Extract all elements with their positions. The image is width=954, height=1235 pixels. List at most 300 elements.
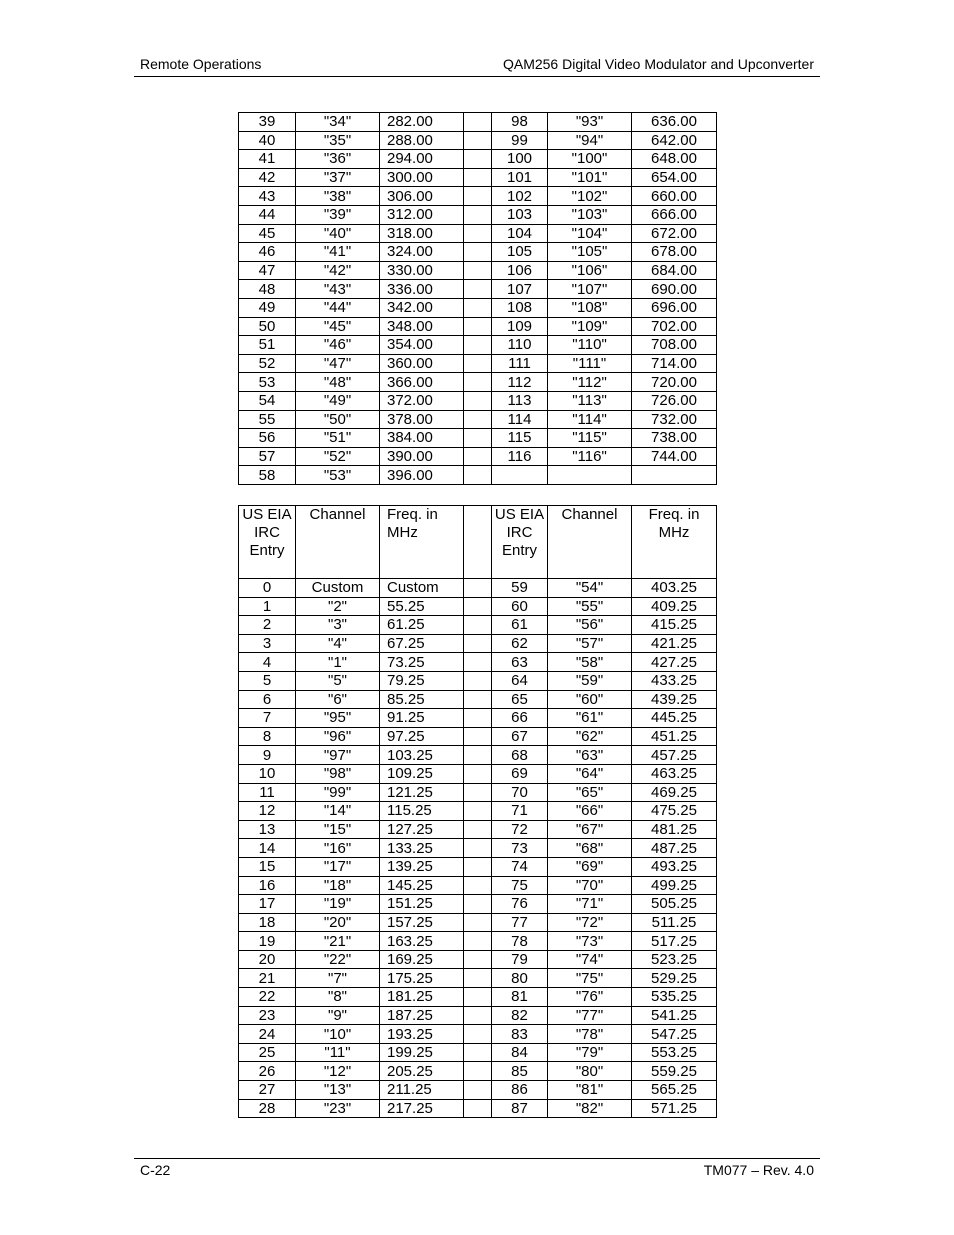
spacer-cell bbox=[464, 298, 492, 317]
spacer-cell bbox=[464, 168, 492, 187]
freq-cell: 205.25 bbox=[380, 1062, 464, 1081]
freq-cell: 312.00 bbox=[380, 205, 464, 224]
freq-cell: 666.00 bbox=[632, 205, 717, 224]
spacer-cell bbox=[464, 653, 492, 672]
freq-cell: 145.25 bbox=[380, 876, 464, 895]
entry-cell: 109 bbox=[492, 317, 548, 336]
entry-cell: 55 bbox=[239, 410, 296, 429]
channel-cell bbox=[548, 466, 632, 485]
channel-cell: "58" bbox=[548, 653, 632, 672]
table-row bbox=[239, 354, 717, 373]
channel-cell: "44" bbox=[296, 298, 380, 317]
freq-cell: 505.25 bbox=[632, 895, 717, 914]
freq-cell: 463.25 bbox=[632, 764, 717, 783]
spacer-cell bbox=[464, 616, 492, 635]
freq-cell: 342.00 bbox=[380, 298, 464, 317]
freq-cell: 288.00 bbox=[380, 131, 464, 150]
entry-cell: 62 bbox=[492, 634, 548, 653]
channel-cell: "4" bbox=[296, 634, 380, 653]
freq-cell: 217.25 bbox=[380, 1099, 464, 1118]
table-row bbox=[239, 317, 717, 336]
spacer-cell bbox=[464, 466, 492, 485]
entry-cell: 17 bbox=[239, 895, 296, 914]
entry-cell: 60 bbox=[492, 597, 548, 616]
entry-cell: 67 bbox=[492, 727, 548, 746]
table-row bbox=[239, 690, 717, 709]
entry-cell: 18 bbox=[239, 913, 296, 932]
freq-cell: 306.00 bbox=[380, 187, 464, 206]
channel-cell: "16" bbox=[296, 839, 380, 858]
channel-cell: "42" bbox=[296, 261, 380, 280]
channel-cell: "61" bbox=[548, 709, 632, 728]
freq-cell: 121.25 bbox=[380, 783, 464, 802]
table-row bbox=[239, 113, 717, 132]
freq-cell: 199.25 bbox=[380, 1043, 464, 1062]
footer-document-revision: TM077 – Rev. 4.0 bbox=[703, 1162, 814, 1178]
channel-cell: "107" bbox=[548, 280, 632, 299]
freq-cell: 366.00 bbox=[380, 373, 464, 392]
entry-cell: 27 bbox=[239, 1081, 296, 1100]
table-row bbox=[239, 616, 717, 635]
freq-cell: 457.25 bbox=[632, 746, 717, 765]
table-row bbox=[239, 597, 717, 616]
entry-cell: 81 bbox=[492, 988, 548, 1007]
channel-cell: "110" bbox=[548, 336, 632, 355]
entry-cell: 26 bbox=[239, 1062, 296, 1081]
channel-cell: "99" bbox=[296, 783, 380, 802]
channel-cell: Custom bbox=[296, 579, 380, 598]
footer-page-number: C-22 bbox=[140, 1162, 171, 1178]
entry-cell: 110 bbox=[492, 336, 548, 355]
freq-cell: 648.00 bbox=[632, 150, 717, 169]
freq-cell: 324.00 bbox=[380, 243, 464, 262]
table-row bbox=[239, 876, 717, 895]
table-row bbox=[239, 839, 717, 858]
channel-cell: "78" bbox=[548, 1025, 632, 1044]
entry-cell: 69 bbox=[492, 764, 548, 783]
channel-cell: "96" bbox=[296, 727, 380, 746]
entry-cell: 114 bbox=[492, 410, 548, 429]
channel-cell: "66" bbox=[548, 802, 632, 821]
table-row bbox=[239, 280, 717, 299]
channel-cell: "43" bbox=[296, 280, 380, 299]
channel-cell: "48" bbox=[296, 373, 380, 392]
spacer-cell bbox=[464, 727, 492, 746]
channel-cell: "50" bbox=[296, 410, 380, 429]
channel-cell: "98" bbox=[296, 764, 380, 783]
header-entry-left: US EIA IRC Entry bbox=[239, 506, 296, 579]
entry-cell: 65 bbox=[492, 690, 548, 709]
channel-cell: "6" bbox=[296, 690, 380, 709]
channel-cell: "51" bbox=[296, 429, 380, 448]
channel-cell: "82" bbox=[548, 1099, 632, 1118]
freq-cell: 193.25 bbox=[380, 1025, 464, 1044]
spacer-cell bbox=[464, 969, 492, 988]
channel-cell: "64" bbox=[548, 764, 632, 783]
entry-cell: 24 bbox=[239, 1025, 296, 1044]
channel-cell: "20" bbox=[296, 913, 380, 932]
entry-cell: 53 bbox=[239, 373, 296, 392]
entry-cell: 111 bbox=[492, 354, 548, 373]
entry-cell: 82 bbox=[492, 1006, 548, 1025]
freq-cell: 139.25 bbox=[380, 857, 464, 876]
channel-table-continued bbox=[238, 112, 717, 485]
entry-cell: 79 bbox=[492, 950, 548, 969]
channel-cell: "97" bbox=[296, 746, 380, 765]
freq-cell: 354.00 bbox=[380, 336, 464, 355]
channel-cell: "37" bbox=[296, 168, 380, 187]
freq-cell: 427.25 bbox=[632, 653, 717, 672]
entry-cell: 74 bbox=[492, 857, 548, 876]
freq-cell: 181.25 bbox=[380, 988, 464, 1007]
channel-cell: "13" bbox=[296, 1081, 380, 1100]
freq-cell: 547.25 bbox=[632, 1025, 717, 1044]
channel-cell: "75" bbox=[548, 969, 632, 988]
table-row bbox=[239, 466, 717, 485]
table-row bbox=[239, 764, 717, 783]
channel-cell: "108" bbox=[548, 298, 632, 317]
channel-cell: "113" bbox=[548, 391, 632, 410]
channel-cell: "80" bbox=[548, 1062, 632, 1081]
freq-cell: 163.25 bbox=[380, 932, 464, 951]
channel-cell: "115" bbox=[548, 429, 632, 448]
freq-cell: 469.25 bbox=[632, 783, 717, 802]
channel-cell: "40" bbox=[296, 224, 380, 243]
entry-cell: 15 bbox=[239, 857, 296, 876]
freq-cell: 714.00 bbox=[632, 354, 717, 373]
entry-cell: 59 bbox=[492, 579, 548, 598]
channel-cell: "55" bbox=[548, 597, 632, 616]
spacer-cell bbox=[464, 336, 492, 355]
spacer-cell bbox=[464, 447, 492, 466]
entry-cell: 84 bbox=[492, 1043, 548, 1062]
freq-cell: 744.00 bbox=[632, 447, 717, 466]
channel-cell: "23" bbox=[296, 1099, 380, 1118]
entry-cell: 1 bbox=[239, 597, 296, 616]
channel-cell: "46" bbox=[296, 336, 380, 355]
entry-cell: 102 bbox=[492, 187, 548, 206]
channel-cell: "69" bbox=[548, 857, 632, 876]
channel-cell: "17" bbox=[296, 857, 380, 876]
channel-cell: "18" bbox=[296, 876, 380, 895]
spacer-cell bbox=[464, 857, 492, 876]
table-row bbox=[239, 634, 717, 653]
table-row bbox=[239, 895, 717, 914]
table-row bbox=[239, 410, 717, 429]
freq-cell: 535.25 bbox=[632, 988, 717, 1007]
channel-cell: "57" bbox=[548, 634, 632, 653]
entry-cell: 25 bbox=[239, 1043, 296, 1062]
freq-cell: 487.25 bbox=[632, 839, 717, 858]
channel-cell: "53" bbox=[296, 466, 380, 485]
entry-cell: 12 bbox=[239, 802, 296, 821]
entry-cell: 61 bbox=[492, 616, 548, 635]
entry-cell: 42 bbox=[239, 168, 296, 187]
channel-cell: "93" bbox=[548, 113, 632, 132]
entry-cell: 46 bbox=[239, 243, 296, 262]
freq-cell: 300.00 bbox=[380, 168, 464, 187]
channel-cell: "102" bbox=[548, 187, 632, 206]
freq-cell: 151.25 bbox=[380, 895, 464, 914]
entry-cell: 73 bbox=[492, 839, 548, 858]
entry-cell: 98 bbox=[492, 113, 548, 132]
channel-cell: "14" bbox=[296, 802, 380, 821]
channel-cell: "76" bbox=[548, 988, 632, 1007]
channel-cell: "49" bbox=[296, 391, 380, 410]
spacer-cell bbox=[464, 690, 492, 709]
header-channel-right: Channel bbox=[548, 506, 632, 579]
freq-cell: 157.25 bbox=[380, 913, 464, 932]
freq-cell: 169.25 bbox=[380, 950, 464, 969]
table-row bbox=[239, 746, 717, 765]
table-row bbox=[239, 391, 717, 410]
header-freq-right: Freq. in MHz bbox=[632, 506, 717, 579]
spacer-cell bbox=[464, 429, 492, 448]
freq-cell: 91.25 bbox=[380, 709, 464, 728]
channel-cell: "116" bbox=[548, 447, 632, 466]
freq-cell: 330.00 bbox=[380, 261, 464, 280]
entry-cell: 85 bbox=[492, 1062, 548, 1081]
freq-cell: 732.00 bbox=[632, 410, 717, 429]
freq-cell: 541.25 bbox=[632, 1006, 717, 1025]
channel-cell: "60" bbox=[548, 690, 632, 709]
entry-cell: 77 bbox=[492, 913, 548, 932]
entry-cell: 7 bbox=[239, 709, 296, 728]
entry-cell: 28 bbox=[239, 1099, 296, 1118]
spacer-cell bbox=[464, 1006, 492, 1025]
entry-cell: 105 bbox=[492, 243, 548, 262]
spacer-cell bbox=[464, 746, 492, 765]
spacer-cell bbox=[464, 506, 492, 579]
table-row bbox=[239, 187, 717, 206]
spacer-cell bbox=[464, 317, 492, 336]
channel-cell: "15" bbox=[296, 820, 380, 839]
freq-cell: 390.00 bbox=[380, 447, 464, 466]
freq-cell: 565.25 bbox=[632, 1081, 717, 1100]
entry-cell: 41 bbox=[239, 150, 296, 169]
spacer-cell bbox=[464, 150, 492, 169]
channel-cell: "1" bbox=[296, 653, 380, 672]
channel-cell: "56" bbox=[548, 616, 632, 635]
table-row bbox=[239, 205, 717, 224]
freq-cell: 708.00 bbox=[632, 336, 717, 355]
page-footer bbox=[134, 1158, 820, 1183]
channel-cell: "9" bbox=[296, 1006, 380, 1025]
table-row bbox=[239, 579, 717, 598]
table-row bbox=[239, 950, 717, 969]
freq-cell: 696.00 bbox=[632, 298, 717, 317]
freq-cell: 654.00 bbox=[632, 168, 717, 187]
table-row bbox=[239, 261, 717, 280]
entry-cell: 51 bbox=[239, 336, 296, 355]
freq-cell: 559.25 bbox=[632, 1062, 717, 1081]
spacer-cell bbox=[464, 373, 492, 392]
freq-cell: 61.25 bbox=[380, 616, 464, 635]
entry-cell: 99 bbox=[492, 131, 548, 150]
entry-cell: 103 bbox=[492, 205, 548, 224]
table-row bbox=[239, 1043, 717, 1062]
channel-table-us-eia-irc bbox=[238, 505, 717, 1118]
freq-cell: 103.25 bbox=[380, 746, 464, 765]
channel-cell: "101" bbox=[548, 168, 632, 187]
table-row bbox=[239, 727, 717, 746]
entry-cell: 116 bbox=[492, 447, 548, 466]
entry-cell: 20 bbox=[239, 950, 296, 969]
spacer-cell bbox=[464, 224, 492, 243]
entry-cell: 39 bbox=[239, 113, 296, 132]
table-row bbox=[239, 1099, 717, 1118]
table-row bbox=[239, 298, 717, 317]
entry-cell: 48 bbox=[239, 280, 296, 299]
entry-cell: 13 bbox=[239, 820, 296, 839]
header-freq-left: Freq. in MHz bbox=[380, 506, 464, 579]
entry-cell: 113 bbox=[492, 391, 548, 410]
freq-cell: 396.00 bbox=[380, 466, 464, 485]
table-row bbox=[239, 820, 717, 839]
entry-cell: 0 bbox=[239, 579, 296, 598]
entry-cell: 78 bbox=[492, 932, 548, 951]
entry-cell: 58 bbox=[239, 466, 296, 485]
entry-cell: 21 bbox=[239, 969, 296, 988]
channel-cell: "111" bbox=[548, 354, 632, 373]
freq-cell: 85.25 bbox=[380, 690, 464, 709]
freq-cell: 678.00 bbox=[632, 243, 717, 262]
table-row bbox=[239, 1081, 717, 1100]
channel-cell: "5" bbox=[296, 671, 380, 690]
spacer-cell bbox=[464, 802, 492, 821]
entry-cell: 86 bbox=[492, 1081, 548, 1100]
spacer-cell bbox=[464, 913, 492, 932]
table-row bbox=[239, 783, 717, 802]
table-row bbox=[239, 1025, 717, 1044]
spacer-cell bbox=[464, 579, 492, 598]
table-row bbox=[239, 709, 717, 728]
header-channel-left: Channel bbox=[296, 506, 380, 579]
table-row bbox=[239, 168, 717, 187]
channel-cell: "52" bbox=[296, 447, 380, 466]
channel-cell: "38" bbox=[296, 187, 380, 206]
entry-cell: 50 bbox=[239, 317, 296, 336]
entry-cell: 107 bbox=[492, 280, 548, 299]
freq-cell: 493.25 bbox=[632, 857, 717, 876]
entry-cell: 101 bbox=[492, 168, 548, 187]
spacer-cell bbox=[464, 1062, 492, 1081]
freq-cell: 672.00 bbox=[632, 224, 717, 243]
spacer-cell bbox=[464, 764, 492, 783]
entry-cell: 43 bbox=[239, 187, 296, 206]
freq-cell: 348.00 bbox=[380, 317, 464, 336]
freq-cell: 481.25 bbox=[632, 820, 717, 839]
freq-cell: 636.00 bbox=[632, 113, 717, 132]
freq-cell: 378.00 bbox=[380, 410, 464, 429]
entry-cell: 11 bbox=[239, 783, 296, 802]
freq-cell: 439.25 bbox=[632, 690, 717, 709]
entry-cell: 108 bbox=[492, 298, 548, 317]
spacer-cell bbox=[464, 187, 492, 206]
table-row bbox=[239, 969, 717, 988]
channel-cell: "105" bbox=[548, 243, 632, 262]
table-header-row bbox=[239, 506, 717, 579]
table-row bbox=[239, 653, 717, 672]
spacer-cell bbox=[464, 988, 492, 1007]
entry-cell: 4 bbox=[239, 653, 296, 672]
freq-cell: 726.00 bbox=[632, 391, 717, 410]
channel-cell: "79" bbox=[548, 1043, 632, 1062]
freq-cell: 738.00 bbox=[632, 429, 717, 448]
channel-cell: "10" bbox=[296, 1025, 380, 1044]
channel-cell: "41" bbox=[296, 243, 380, 262]
freq-cell: 360.00 bbox=[380, 354, 464, 373]
spacer-cell bbox=[464, 783, 492, 802]
freq-cell: 336.00 bbox=[380, 280, 464, 299]
channel-cell: "95" bbox=[296, 709, 380, 728]
freq-cell: 684.00 bbox=[632, 261, 717, 280]
spacer-cell bbox=[464, 410, 492, 429]
entry-cell: 64 bbox=[492, 671, 548, 690]
channel-cell: "94" bbox=[548, 131, 632, 150]
spacer-cell bbox=[464, 1025, 492, 1044]
freq-cell: 451.25 bbox=[632, 727, 717, 746]
freq-cell: 294.00 bbox=[380, 150, 464, 169]
freq-cell: 67.25 bbox=[380, 634, 464, 653]
spacer-cell bbox=[464, 354, 492, 373]
channel-cell: "7" bbox=[296, 969, 380, 988]
freq-cell: 523.25 bbox=[632, 950, 717, 969]
freq-cell: Custom bbox=[380, 579, 464, 598]
entry-cell: 75 bbox=[492, 876, 548, 895]
entry-cell: 115 bbox=[492, 429, 548, 448]
entry-cell bbox=[492, 466, 548, 485]
channel-cell: "54" bbox=[548, 579, 632, 598]
freq-cell: 690.00 bbox=[632, 280, 717, 299]
freq-cell: 127.25 bbox=[380, 820, 464, 839]
table-row bbox=[239, 224, 717, 243]
spacer-cell bbox=[464, 1043, 492, 1062]
spacer-cell bbox=[464, 1099, 492, 1118]
entry-cell: 54 bbox=[239, 391, 296, 410]
channel-cell: "35" bbox=[296, 131, 380, 150]
freq-cell: 499.25 bbox=[632, 876, 717, 895]
channel-cell: "21" bbox=[296, 932, 380, 951]
spacer-cell bbox=[464, 932, 492, 951]
freq-cell: 409.25 bbox=[632, 597, 717, 616]
channel-cell: "72" bbox=[548, 913, 632, 932]
spacer-cell bbox=[464, 243, 492, 262]
freq-cell: 384.00 bbox=[380, 429, 464, 448]
freq-cell: 415.25 bbox=[632, 616, 717, 635]
spacer-cell bbox=[464, 950, 492, 969]
entry-cell: 80 bbox=[492, 969, 548, 988]
table-row bbox=[239, 373, 717, 392]
channel-cell: "8" bbox=[296, 988, 380, 1007]
table-row bbox=[239, 1006, 717, 1025]
spacer-cell bbox=[464, 634, 492, 653]
table-row bbox=[239, 857, 717, 876]
channel-cell: "73" bbox=[548, 932, 632, 951]
freq-cell: 282.00 bbox=[380, 113, 464, 132]
channel-cell: "70" bbox=[548, 876, 632, 895]
spacer-cell bbox=[464, 1081, 492, 1100]
channel-cell: "109" bbox=[548, 317, 632, 336]
freq-cell: 211.25 bbox=[380, 1081, 464, 1100]
entry-cell: 10 bbox=[239, 764, 296, 783]
entry-cell: 52 bbox=[239, 354, 296, 373]
spacer-cell bbox=[464, 671, 492, 690]
freq-cell: 109.25 bbox=[380, 764, 464, 783]
entry-cell: 40 bbox=[239, 131, 296, 150]
freq-cell: 115.25 bbox=[380, 802, 464, 821]
entry-cell: 19 bbox=[239, 932, 296, 951]
